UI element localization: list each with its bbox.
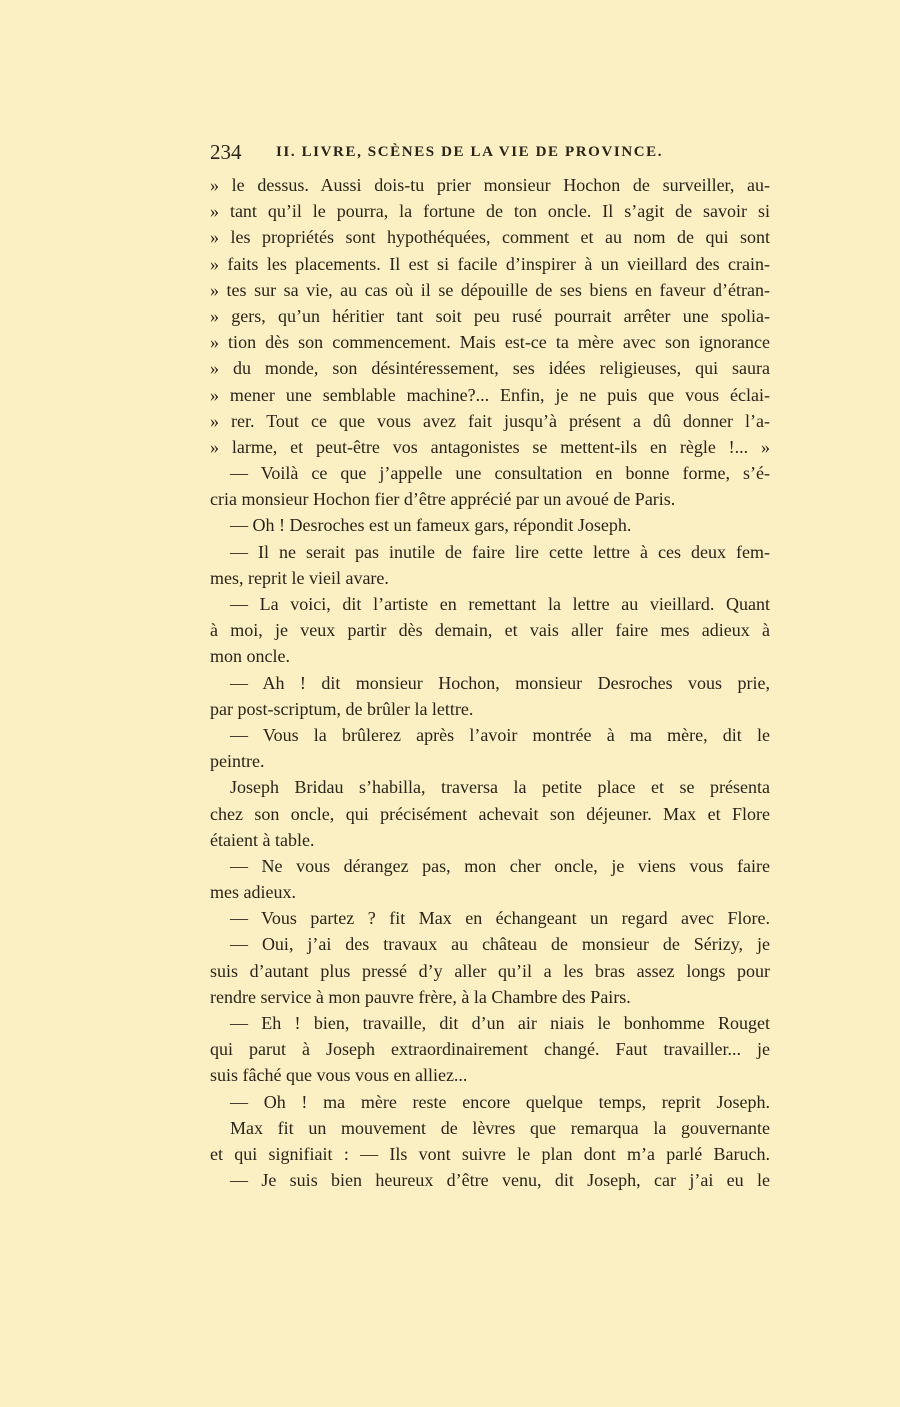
text-line: — Ah ! dit monsieur Hochon, monsieur Desroches vous prie, xyxy=(230,672,770,693)
text-line: cria monsieur Hochon fier d’être apprécié par un avoué de Paris. xyxy=(210,489,676,510)
text-line: chez son oncle, qui précisément achevait son déjeuner. Max et Flore xyxy=(210,803,770,824)
text-line: à moi, je veux partir dès demain, et vais aller faire mes adieux à xyxy=(210,620,770,641)
text-line: — Oh ! Desroches est un fameux gars, répondit Joseph. xyxy=(230,515,632,536)
text-line: — La voici, dit l’artiste en remettant la lettre au vieillard. Quant xyxy=(230,594,770,614)
text-line: suis d’autant plus pressé d’y aller qu’il a les bras assez longs pour xyxy=(210,960,770,981)
text-line: qui parut à Joseph extraordinairement changé. Faut travailler... je xyxy=(210,1039,770,1060)
text-line: — Vous la brûlerez après l’avoir montrée à ma mère, dit le xyxy=(230,724,770,745)
text-line: » du monde, son désintéressement, ses idées religieuses, qui saura xyxy=(210,358,770,379)
text-line: » gers, qu’un héritier tant soit peu rusé pourrait arrêter une spolia- xyxy=(210,305,770,326)
text-line: suis fâché que vous vous en alliez... xyxy=(210,1065,468,1086)
text-line: » tes sur sa vie, au cas où il se dépouille de ses biens en faveur d’étran- xyxy=(210,279,770,300)
text-line: » mener une semblable machine?... Enfin, je ne puis que vous éclai- xyxy=(210,384,770,405)
text-line: — Je suis bien heureux d’être venu, dit Joseph, car j’ai eu le xyxy=(230,1170,770,1191)
page-header xyxy=(210,140,770,168)
text-line: — Eh ! bien, travaille, dit d’un air niais le bonhomme Rouget xyxy=(230,1013,770,1033)
text-line: Joseph Bridau s’habilla, traversa la petite place et se présenta xyxy=(230,777,770,798)
text-line: — Oh ! ma mère reste encore quelque temps, reprit Joseph. xyxy=(230,1091,770,1112)
text-line: » rer. Tout ce que vous avez fait jusqu’à présent a dû donner l’a- xyxy=(210,410,770,431)
text-line: — Il ne serait pas inutile de faire lire cette lettre à ces deux fem- xyxy=(230,541,770,562)
text-line: par post-scriptum, de brûler la lettre. xyxy=(210,698,474,719)
text-line: — Oui, j’ai des travaux au château de monsieur de Sérizy, je xyxy=(230,934,770,955)
text-line: » tion dès son commencement. Mais est-ce ta mère avec son ignorance xyxy=(210,332,770,353)
text-line: » tant qu’il le pourra, la fortune de ton oncle. Il s’agit de savoir si xyxy=(210,201,770,222)
text-line: » les propriétés sont hypothéquées, comment et au nom de qui sont xyxy=(210,227,770,248)
text-line: Max fit un mouvement de lèvres que remarqua la gouvernante xyxy=(230,1117,770,1138)
text-line: — Ne vous dérangez pas, mon cher oncle, je viens vous faire xyxy=(230,855,770,876)
page-body-text xyxy=(210,172,770,1193)
text-line: et qui signifiait : — Ils vont suivre le plan dont m’a parlé Baruch. xyxy=(210,1143,770,1164)
page-number: 234 xyxy=(210,140,242,164)
text-line: rendre service à mon pauvre frère, à la Chambre des Pairs. xyxy=(210,986,631,1007)
text-line: mon oncle. xyxy=(210,646,290,667)
text-line: peintre. xyxy=(210,751,265,772)
text-line: étaient à table. xyxy=(210,829,315,850)
running-title: II. LIVRE, SCÈNES DE LA VIE DE PROVINCE. xyxy=(276,144,664,160)
text-line: mes adieux. xyxy=(210,882,296,903)
text-line: mes, reprit le vieil avare. xyxy=(210,567,389,588)
text-line: — Voilà ce que j’appelle une consultation en bonne forme, s’é- xyxy=(230,463,770,484)
text-line: » larme, et peut-être vos antagonistes se mettent-ils en règle !... » xyxy=(210,436,770,457)
text-line: » le dessus. Aussi dois-tu prier monsieur Hochon de surveiller, au- xyxy=(210,175,770,195)
text-line: — Vous partez ? fit Max en échangeant un regard avec Flore. xyxy=(230,908,770,929)
text-line: » faits les placements. Il est si facile d’inspirer à un vieillard des crain- xyxy=(210,253,770,274)
